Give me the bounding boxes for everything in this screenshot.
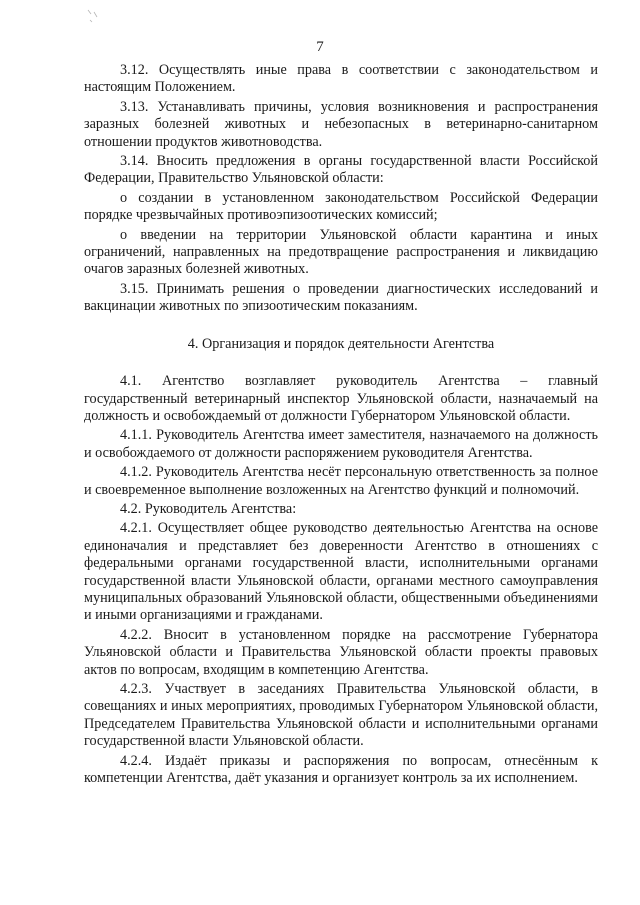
paragraph-4-1: 4.1. Агентство возглавляет руководитель Агентства – главный государственный ветеринарный инспектор Ульяновской области, назначаемый на должность и освобождаемый от должности Губернатором Ульяновской области. (84, 373, 598, 424)
section-heading: 4. Организация и порядок деятельности Агентства (187, 335, 495, 352)
paragraph-3-14: 3.14. Вносить предложения в органы государственной власти Российской Федерации, Правительство Ульяновской области: (84, 153, 598, 187)
paragraph-3-14-item-1: о создании в установленном законодательством Российской Федерации порядке чрезвычайных противоэпизоотических комиссий; (84, 189, 598, 224)
document-body (84, 62, 598, 787)
paragraph-4-2-3: 4.2.3. Участвует в заседаниях Правительства Ульяновской области, в совещаниях и иных мероприятиях, проводимых Губернатором Ульяновской области, Председателем Правительства Ульяновской области и исполнительными органами государственной власти Ульяновской области. (84, 681, 598, 750)
paragraph-4-2-1: 4.2.1. Осуществляет общее руководство деятельностью Агентства на основе единоначалия и представляет без доверенности Агентство в отношениях с федеральными органами государственной власти, исполнительными органами государственной власти Ульяновской области, органами местного самоуправления муниципальных образований Ульяновской области, общественными объединениями и иными организациями и гражданами. (84, 520, 598, 624)
paragraph-3-14-item-2: о введении на территории Ульяновской области карантина и иных ограничений, направленных на предотвращение распространения и ликвидацию очагов заразных болезней животных. (84, 226, 598, 278)
paragraph-4-1-2: 4.1.2. Руководитель Агентства несёт персональную ответственность за полное и своевременное выполнение возложенных на Агентство функций и полномочий. (84, 464, 598, 498)
paragraph-3-13: 3.13. Устанавливать причины, условия возникновения и распространения заразных болезней животных и небезопасных в ветеринарно-санитарном отношении продуктов животноводства. (84, 98, 598, 150)
paragraph-4-1-1: 4.1.1. Руководитель Агентства имеет заместителя, назначаемого на должность и освобождаемого от должности распоряжением руководителя Агентства. (84, 427, 598, 461)
paragraph-4-2-2: 4.2.2. Вносит в установленном порядке на рассмотрение Губернатора Ульяновской области и Правительства Ульяновской области проекты правовых актов по вопросам, входящим в компетенцию Агентства. (84, 626, 598, 678)
page-number: 7 (316, 39, 324, 55)
paragraph-3-15: 3.15. Принимать решения о проведении диагностических исследований и вакцинации животных по эпизоотическим показаниям. (84, 280, 598, 315)
paragraph-4-2: 4.2. Руководитель Агентства: (120, 500, 297, 517)
paragraph-4-2-4: 4.2.4. Издаёт приказы и распоряжения по вопросам, отнесённым к компетенции Агентства, даёт указания и организует контроль за их исполнением. (84, 752, 598, 787)
paragraph-3-12: 3.12. Осуществлять иные права в соответствии с законодательством и настоящим Положением. (84, 62, 598, 96)
scan-artifact-mark (86, 8, 100, 24)
